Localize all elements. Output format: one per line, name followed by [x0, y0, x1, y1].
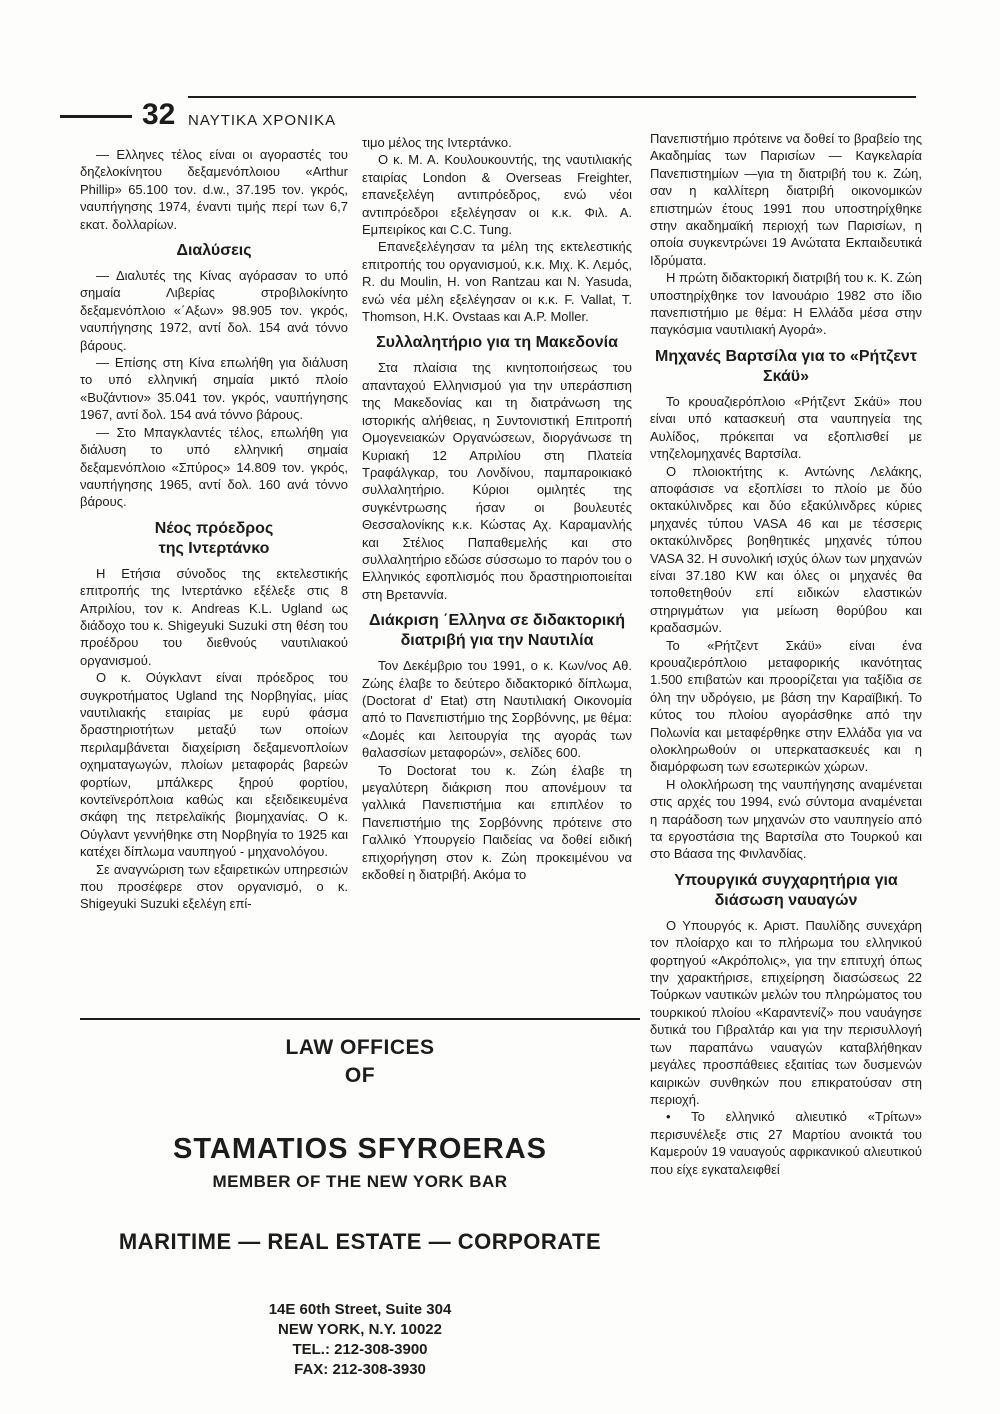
ad-firm-name: STAMATIOS SFYROERAS	[173, 1133, 547, 1165]
ad-fax: FAX: 212-308-3930	[294, 1361, 426, 1378]
paragraph-engines: Ο πλοιοκτήτης κ. Αντώνης Λελάκης, αποφάσισε να εξοπλίσει το πλοίο με δύο οκτακύλινδρες και δύο εξακύλινδρες κύριες μηχανές τύπου VASA 46 και με τέσσερις οκτακύλινδρες βοηθητικές μηχανές τύπου VASA 32. Η συνολική ισχύς όλων των μηχανών είναι 37.180 KW και όλες οι μηχανές θα τοποθετηθούν επί ειδικών ελαστικών στηριγμάτων για μείωση θορύβου και κραδασμών.	[650, 463, 922, 636]
paragraph-executive-committee: Επανεξελέγησαν τα μέλη της εκτελεστικής επιτροπής του οργανισμού, κ.κ. Μιχ. Κ. Λεμός, R. du Moulin, H. von Rantzau και N. Yasuda, ενώ νέα μέλη εξελέγησαν οι κ.κ. F. Vallat, T. Thomson, H.K. Ovstaas και A.P. Moller.	[362, 239, 632, 325]
paragraph-doctorate: Τον Δεκέμβριο του 1991, ο κ. Κων/νος Αθ. Ζώης έλαβε το δεύτερο διδακτορικό δίπλωμα, (Doctorat d' Etat) στη Ναυτιλιακή Οικονομία από το Πανεπιστήμιο της Σορβόννης, με θέμα: «Δομές και λειτουργία της αγοράς των θαλασσίων μεταφορών», σελίδες 600.	[362, 658, 632, 761]
publication-title: ΝΑΥΤΙΚΑ ΧΡΟΝΙΚΑ	[188, 112, 337, 129]
ad-law-offices: LAW OFFICES	[285, 1036, 435, 1059]
heading-line-2: της Ιντερτάνκο	[158, 539, 270, 557]
header-rule-right	[188, 96, 916, 98]
paragraph-scrap-vyzantion: — Επίσης στη Κίνα επωλήθη για διάλυση το υπό ελληνική σημαία μικτό πλοίο «Βυζάντιον» 35.041 τον. γκρός, ναυπήγησης 1967, αντί δολ. 154 ανά τόννο βάρους.	[80, 355, 348, 423]
paragraph-academy-prize: Πανεπιστήμιο πρότεινε να δοθεί το βραβείο της Ακαδημίας των Παρισίων — Καγκελαρία Πανεπιστημίων —για τη διατριβή του κ. Ζώη, σαν η καλλίτερη διατριβή οικονομικών επιστημών έτους 1991 που υποστηρίχθηκε στην ακαδημαϊκή περιοχή των Παρισίων, η οποία συγκεντρώνει 19 Ανώτατα Εκπαιδευτικά Ιδρύματα.	[650, 131, 922, 268]
heading-macedonia-rally: Συλλαλητήριο για τη Μακεδονία	[376, 334, 618, 352]
ad-city: NEW YORK, N.Y. 10022	[278, 1321, 442, 1338]
heading-rescue-congratulations: Υπουργικά συγχαρητήρια για διάσωση ναυαγών	[674, 871, 898, 909]
ad-bar-membership: MEMBER OF THE NEW YORK BAR	[212, 1172, 508, 1191]
heading-scrapping: Διαλύσεις	[176, 242, 252, 260]
paragraph-honorary: τιμο μέλος της Ιντερτάνκο.	[362, 135, 512, 150]
heading-doctorate-award: Διάκριση ΄Ελληνα σε διδακτορική διατριβή για την Ναυτιλία	[368, 612, 626, 650]
ad-top-rule	[80, 1018, 640, 1020]
ad-contact-block	[80, 1300, 640, 1380]
column-right	[650, 130, 922, 1178]
column-middle	[362, 134, 632, 883]
paragraph-intertanko-election: Η Ετήσια σύνοδος της εκτελεστικής επιτροπής της Ιντερτάνκο εξέλεξε στις 8 Απριλίου, τον κ. Andreas K.L. Ugland ως διάδοχο του κ. Shigeyuki Suzuki στη θέση του προέδρου του διεθνούς ναυτιλιακού οργανισμού.	[80, 565, 348, 668]
paragraph-cruise-ship: Το «Ρήτζεντ Σκάϋ» είναι ένα κρουαζιερόπλοιο μεταφορικής ικανότητας 1.500 επιβατών και προορίζεται για ταξίδια σε όλη την υδρόγειο, με βάση την Καραϊβική. Το κύτος του πλοίου αγοράσθηκε από την Πολωνία και μεταφέρθηκε στην Ελλάδα για να ολοκληρωθούν οι υπερκατασκευές και η διαμόρφωση των εσωτερικών χώρων.	[650, 637, 922, 775]
ad-street: 14E 60th Street, Suite 304	[268, 1301, 452, 1318]
paragraph-first-thesis: Η πρώτη διδακτορική διατριβή του κ. Κ. Ζώη υποστηρίχθηκε τον Ιανουάριο 1982 στο ίδιο πανεπιστήμιο με θέμα: Η Ελλάδα μέσα στην παγκόσμια ναυτιλιακή Αγορά».	[650, 270, 922, 338]
paragraph-akropolis-rescue: Ο Υπουργός κ. Αριστ. Παυλίδης συνεχάρη τον πλοίαρχο και το πλήρωμα του ελληνικού φορτηγού «Ακρόπολις», για την επιτυχή όπως την χαρακτήρισε, επιχείρηση διασώσεως 22 Τούρκων ναυτικών μελών του πληρώματος του τουρκικού πλοίου «Καραντενίζ» που ναυάγησε δυτικά του Γιβραλτάρ και για την περισυλλογή των παραπάνω ναυαγών καταβλήθηκαν μεγάλες προσπάθειες εξαιτίας των δυσμενών καιρικών συνθηκών που επικρατούσαν στη περιοχή.	[650, 917, 922, 1107]
header-rule-left	[60, 115, 132, 118]
paragraph-suzuki: Σε αναγνώριση των εξαιρετικών υπηρεσιών που προσέφερε στον οργανισμό, ο κ. Shigeyuki Suzuki εξελέγη επί-	[80, 861, 348, 912]
paragraph-completion: Η ολοκλήρωση της ναυπήγησης αναμένεται στις αρχές του 1994, ενώ σύντομα αναμένεται η παράδοση των μηχανών στο ναυπηγείο από τα εργοστάσια της Βαρτσίλα στο Τουρκού και στο Βάασα της Φινλανδίας.	[650, 776, 922, 862]
ad-of: OF	[344, 1064, 376, 1087]
heading-line-1: Νέος πρόεδρος	[154, 519, 274, 537]
paragraph-doctorate-distinction: Το Doctorat του κ. Ζώη έλαβε τη μεγαλύτερη διάκριση που απονέμουν τα γαλλικά Πανεπιστήμια και επιπλέον το Πανεπιστήμιο της Σορβόννης πρότεινε στο Γαλλικό Υπουργείο Παιδείας να δοθεί ειδική επιχορήγηση στον κ. Ζώη προκειμένου να εκδοθεί η διατριβή. Ακόμα το	[362, 762, 632, 883]
paragraph-scrap-spyros: — Στο Μπαγκλαντές τέλος, επωλήθη για διάλυση το υπό ελληνική σημαία δεξαμενόπλοιο «Σπύρος» 14.809 τον. γκρός, ναυπήγησης 1965, αντί δολ. 160 ανά τόννο βάρους.	[80, 424, 348, 510]
paragraph-regent-sky: Το κρουαζιερόπλοιο «Ρήτζεντ Σκάϋ» που είναι υπό κατασκευή στα ναυπηγεία της Αυλίδος, πρόκειται να εξοπλισθεί με ντηζελομηχανές Βαρτσίλα.	[650, 393, 922, 462]
law-offices-ad	[80, 1034, 640, 1380]
paragraph-triton-rescue: • Το ελληνικό αλιευτικό «Τρίτων» περισυνέλεξε στις 27 Μαρτίου ανοικτά του Καμερούν 19 ναυαγούς αφρικανικού αλιευτικού που είχε εγκαταλειφθεί	[650, 1109, 922, 1177]
paragraph-macedonia-rally: Στα πλαίσια της κινητοποιήσεως του απανταχού Ελληνισμού για την υπεράσπιση της Μακεδονίας και τη διατράνωση της ιστορικής αλήθειας, η Συντονιστική Επιτροπή Ομογενειακών Οργανώσεων, διοργάνωσε τη Κυριακή 12 Απριλίου στη Πλατεία Τραφάλγκαρ, του Λονδίνου, παμπαροικιακό συλλαλητήριο. Κύριοι ομιλητές της συγκέντρωσης ήσαν οι βουλευτές Θεσσαλονίκης κ.κ. Κώστας Αχ. Καραμανλής και Στέλιος Παπαθεμελής και στο συλλαλητήριο εδώσε σύσσωμο το παρόν του ο Ελληνικός εφοπλισμός που δραστηριοποιείται στη Βρεταννία.	[362, 360, 632, 602]
ad-practice-areas: MARITIME — REAL ESTATE — CORPORATE	[118, 1229, 602, 1254]
paragraph-ugland: Ο κ. Ούγκλαντ είναι πρόεδρος του συγκροτήματος Ugland της Νορβηγίας, μίας ναυτιλιακής εταιρίας με ευρύ φάσμα δραστηριοτήτων μεταξύ των οποίων περιλαμβάνεται διαχείριση δεξαμενοπλοίων οχηματαγωγών, πλοίων μεταφοράς βαρεών φορτίων, μπάλκερς ξηρού φορτίου, κοντεϊνερόπλοια καθώς και εξειδεικευμένα σκάφη της πετρελαϊκής βιομηχανίας. Ο κ. Ούγλαντ γεννήθηκε στη Νορβηγία το 1925 και κατέχει δίπλωμα ναυπηγού - μηχανολόγου.	[80, 670, 348, 860]
page-number: 32	[142, 98, 176, 131]
paragraph-vice-presidents: Ο κ. Μ. Α. Κουλουκουντής, της ναυτιλιακής εταιρίας London & Overseas Freighter, επανεξελέγη αντιπρόεδρος, ενώ νέοι αντιπρόεδροι εξελέγησαν οι κ.κ. Φιλ. Α. Εμπειρίκος και C.C. Tung.	[362, 152, 632, 238]
ad-telephone: TEL.: 212-308-3900	[292, 1341, 428, 1358]
column-left	[80, 146, 348, 913]
paragraph-buyers: — Ελληνες τέλος είναι οι αγοραστές του δηζελοκίνητου δεξαμενόπλοιου «Arthur Phillip» 65.100 τον. d.w., 37.195 τον. γκρός, ναυπήγησης 1974, έναντι τιμής περί των 6,7 εκατ. δολλαρίων.	[80, 147, 348, 232]
heading-wartsila-engines: Μηχανές Βαρτσίλα για το «Ρήτζεντ Σκάϋ»	[655, 347, 917, 385]
heading-intertanko-president	[80, 519, 348, 559]
paragraph-scrap-axon: — Διαλυτές της Κίνας αγόρασαν το υπό σημαία Λιβερίας στροβιλοκίνητο δεξαμενόπλοιο «΄Αξων» 98.905 τον. γκρός, ναυπήγησης 1972, αντί δολ. 154 ανά τόννο βάρους.	[80, 268, 348, 353]
